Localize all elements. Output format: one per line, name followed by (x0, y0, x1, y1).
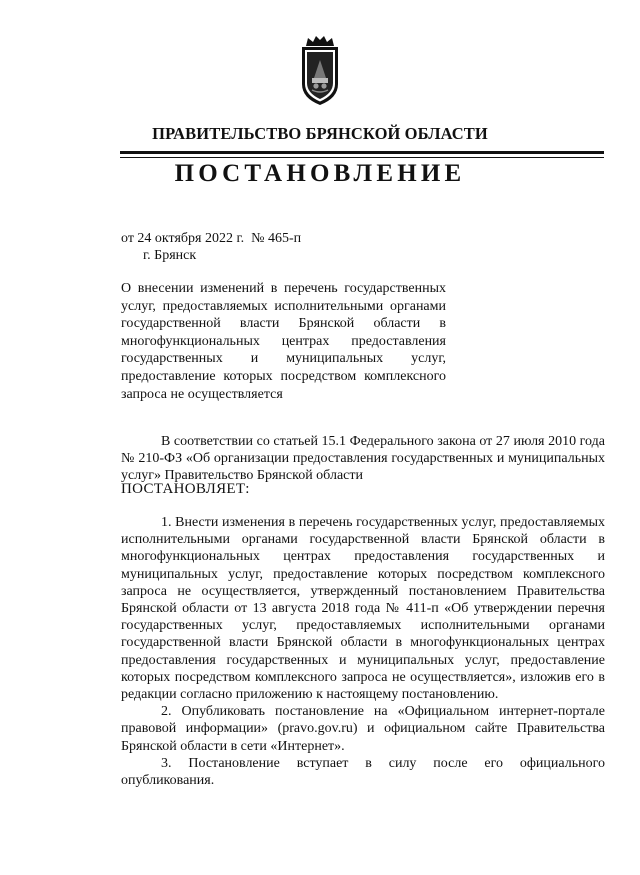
document-subject: О внесении изменений в перечень государственных услуг, предоставляемых исполнительными органами государственной власти Брянской области в многофункциональных центрах предоставления государственных и муниципальных услуг, предоставление которых посредством комплексного запроса не осуществляется (121, 281, 446, 402)
government-title: ПРАВИТЕЛЬСТВО БРЯНСКОЙ ОБЛАСТИ (152, 124, 488, 143)
header-rule-thin (120, 157, 604, 158)
resolution-items (121, 514, 605, 789)
resolution-item-2: 2. Опубликовать постановление на «Официальном интернет-портале правовой информации» (pravo.gov.ru) и официальном сайте Правительства Брянской области в сети «Интернет». (121, 704, 605, 754)
resolve-word: ПОСТАНОВЛЯЕТ: (121, 481, 250, 497)
document-date-number: от 24 октября 2022 г. № 465-п (121, 231, 302, 246)
header-rule-thick (120, 151, 604, 154)
resolution-item-1: 1. Внести изменения в перечень государственных услуг, предоставляемых исполнительными органами государственной власти Брянской области в многофункциональных центрах предоставления государственных и муниципальных услуг, предоставление которых посредством комплексного запроса не осуществляется, утвержденный постановлением Правительства Брянской области от 13 августа 2018 года № 411-п «Об утверждении перечня государственных услуг, предоставляемых исполнительными органами государственной власти Брянской области в многофункциональных центрах предоставления государственных и муниципальных услуг, предоставление которых посредством комплексного запроса не осуществляется», изложив его в редакции согласно приложению к настоящему постановлению. (121, 515, 605, 703)
document-city: г. Брянск (143, 248, 197, 263)
document-type-title: ПОСТАНОВЛЕНИЕ (174, 160, 466, 187)
resolution-item-3: 3. Постановление вступает в силу после его официального опубликования. (121, 755, 605, 789)
bryansk-coat-of-arms-icon (292, 34, 348, 108)
preamble-text: В соответствии со статьей 15.1 Федерального закона от 27 июля 2010 года № 210-ФЗ «Об организации предоставления государственных и муниципальных услуг» Правительство Брянской области (121, 434, 605, 484)
preamble (121, 433, 605, 485)
